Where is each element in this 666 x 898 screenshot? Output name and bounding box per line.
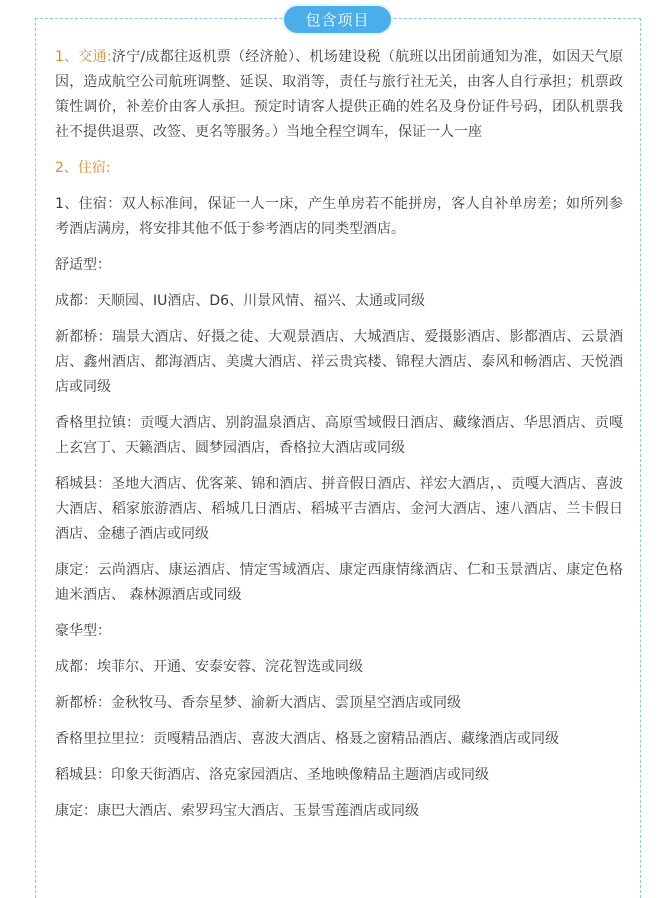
hotel-line-comfort-shangri-la: 香格里拉镇：贡嘎大酒店、别韵温泉酒店、高原雪域假日酒店、藏缘酒店、华思酒店、贡嘎上玄宫丁、天籁酒店、圆梦园酒店，香格拉大酒店或同级 (55, 415, 623, 456)
lodging-intro: 1、住宿：双人标准间，保证一人一床，产生单房若不能拼房，客人自补单房差；如所列参考酒店满房，将安排其他不低于参考酒店的同类型酒店。 (55, 196, 623, 237)
hotel-line-comfort-chengdu: 成都：天顺园、IU酒店、D6、川景风情、福兴、太通或同级 (55, 293, 426, 309)
hotel-line-luxury-shangri-la: 香格里拉里拉：贡嘎精品酒店、喜波大酒店、格聂之窗精品酒店、藏缘酒店或同级 (55, 731, 559, 747)
transport-paragraph (55, 45, 623, 145)
hotel-line-luxury-kangding: 康定：康巴大酒店、索罗玛宝大酒店、玉景雪莲酒店或同级 (55, 803, 419, 819)
hotel-line-luxury-daocheng: 稻城县：印象天街酒店、洛克家园酒店、圣地映像精品主题酒店或同级 (55, 767, 489, 783)
hotel-line-comfort-daocheng: 稻城县：圣地大酒店、优客莱、锦和酒店、拼音假日酒店、祥宏大酒店，、贡嘎大酒店、喜波大酒店、稻家旅游酒店、稻城几日酒店、稻城平吉酒店、金河大酒店、速八酒店、兰卡假日酒店、金穗子酒店或同级 (55, 476, 623, 542)
hotel-line-comfort-kangding: 康定：云尚酒店、康运酒店、情定雪域酒店、康定西康情缘酒店、仁和玉景酒店、康定色格迪米酒店、 森林源酒店或同级 (55, 562, 623, 603)
luxury-title: 豪华型： (55, 623, 111, 639)
transport-text: 济宁/成都往返机票（经济舱）、机场建设税（航班以出团前通知为准，如因天气原因，造成航空公司航班调整、延误、取消等，责任与旅行社无关，由客人自行承担；机票政策性调价，补差价由客人承担。预定时请客人提供正确的姓名及身份证件号码，团队机票我社不提供退票、改签、更名等服务。）当地全程空调车，保证一人一座 (55, 49, 624, 140)
hotel-line-luxury-chengdu: 成都：埃菲尔、开通、安泰安蓉、浣花智选或同级 (55, 659, 363, 675)
section-title-badge: 包含项目 (284, 6, 391, 33)
comfort-title: 舒适型： (55, 257, 111, 273)
hotel-line-comfort-xinduqiao: 新都桥：瑞景大酒店、好摄之徒、大观景酒店、大城酒店、爱摄影酒店、影都酒店、云景酒店、鑫州酒店、都海酒店、美虞大酒店、祥云贵宾楼、锦程大酒店、泰风和畅酒店、天悦酒店或同级 (55, 329, 623, 395)
content-body (55, 45, 623, 835)
transport-label: 1、交通: (55, 49, 112, 65)
hotel-line-luxury-xinduqiao: 新都桥：金秋牧马、香奈星梦、渝新大酒店、雲顶星空酒店或同级 (55, 695, 461, 711)
lodging-label: 2、住宿: (55, 160, 111, 176)
